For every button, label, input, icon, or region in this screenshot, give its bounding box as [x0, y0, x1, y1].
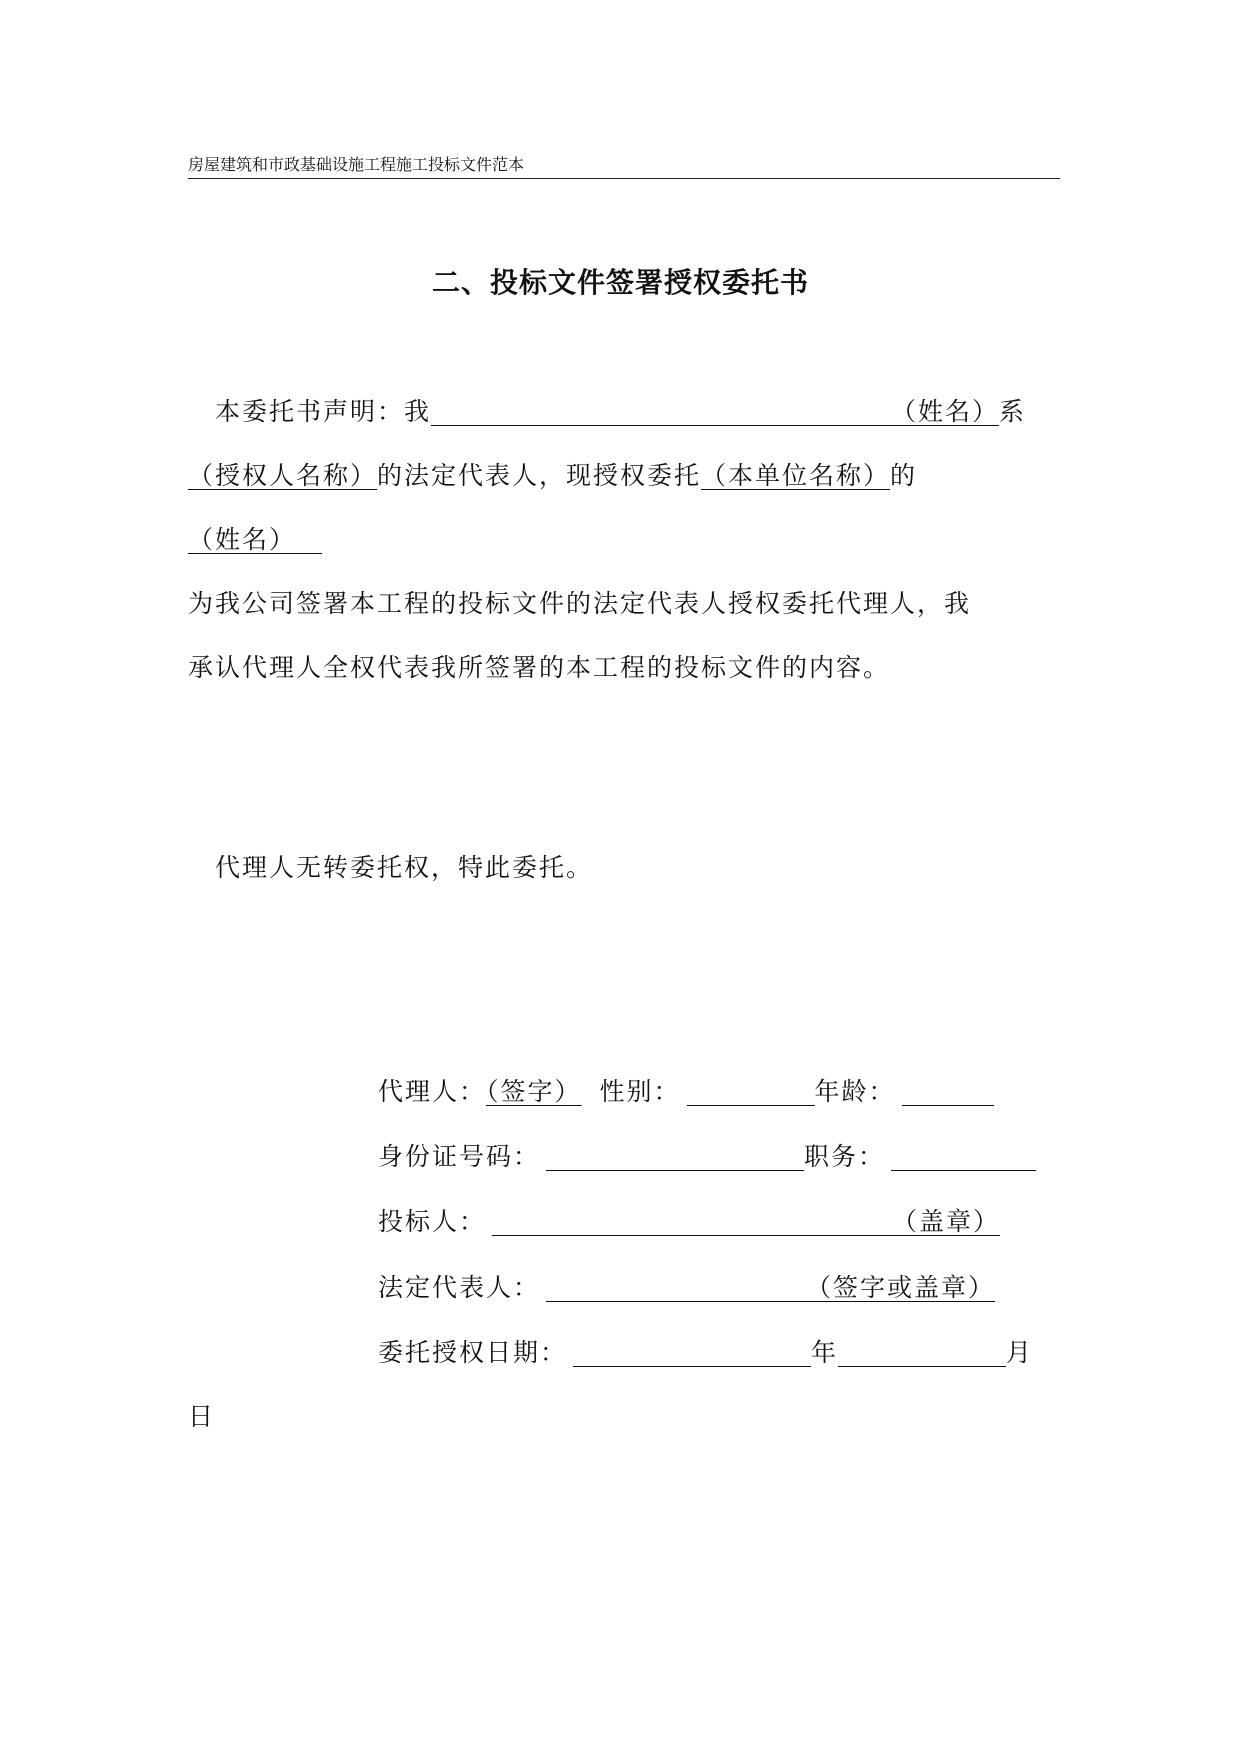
declaration-line-5: 承认代理人全权代表我所签署的本工程的投标文件的内容。	[188, 653, 891, 682]
page-header: 房屋建筑和市政基础设施工程施工投标文件范本	[188, 152, 1060, 179]
gender-label: 性别：	[599, 1077, 681, 1106]
day-label: 日	[188, 1402, 216, 1431]
agent-name-hint: （姓名）	[188, 525, 297, 554]
no-subdelegation-statement: 代理人无转委托权，特此委托。	[215, 853, 594, 882]
unit-name-hint: （本单位名称）	[701, 461, 891, 490]
authorization-date-label: 委托授权日期：	[378, 1338, 568, 1367]
age-label: 年龄：	[814, 1077, 896, 1106]
bidder-label: 投标人：	[378, 1207, 487, 1236]
declaration-suffix: 系	[999, 397, 1027, 426]
bidder-blank[interactable]	[492, 1205, 892, 1236]
agent-label: 代理人：	[378, 1077, 487, 1106]
agent-row	[378, 1072, 994, 1112]
position-label: 职务：	[804, 1142, 886, 1171]
legal-representative-hint: （签字或盖章）	[806, 1273, 996, 1302]
document-title: 二、投标文件签署授权委托书	[431, 266, 809, 299]
year-blank[interactable]	[573, 1336, 811, 1367]
age-blank[interactable]	[902, 1075, 994, 1106]
position-blank[interactable]	[891, 1140, 1036, 1171]
legal-representative-row	[378, 1268, 1009, 1308]
id-number-label: 身份证号码：	[378, 1142, 541, 1171]
legal-representative-blank[interactable]	[546, 1271, 806, 1302]
principal-name-blank[interactable]	[431, 395, 891, 426]
legal-representative-label: 法定代表人：	[378, 1273, 541, 1302]
declaration-middle: 的法定代表人，现授权委托	[377, 461, 702, 490]
month-blank[interactable]	[838, 1336, 1006, 1367]
declaration-of: 的	[890, 461, 918, 490]
gender-blank[interactable]	[687, 1075, 815, 1106]
year-label: 年	[811, 1338, 839, 1367]
declaration-line-4: 为我公司签署本工程的投标文件的法定代表人授权委托代理人，我	[188, 589, 972, 618]
agent-name-blank[interactable]	[296, 523, 322, 554]
declaration-line-1	[215, 392, 1026, 432]
principal-name-hint: （姓名）	[891, 397, 1000, 426]
id-number-blank[interactable]	[546, 1140, 804, 1171]
declaration-line-2	[188, 456, 917, 496]
bidder-row	[378, 1202, 1030, 1242]
authorizer-name-hint: （授权人名称）	[188, 461, 378, 490]
month-label: 月	[1006, 1338, 1034, 1367]
authorization-date-row	[378, 1333, 1033, 1373]
declaration-prefix: 本委托书声明：我	[215, 397, 432, 426]
bidder-seal-hint: （盖章）	[892, 1207, 1001, 1236]
agent-signature-hint: （签字）	[486, 1077, 582, 1106]
id-row	[378, 1137, 1036, 1177]
declaration-line-3	[188, 520, 322, 560]
